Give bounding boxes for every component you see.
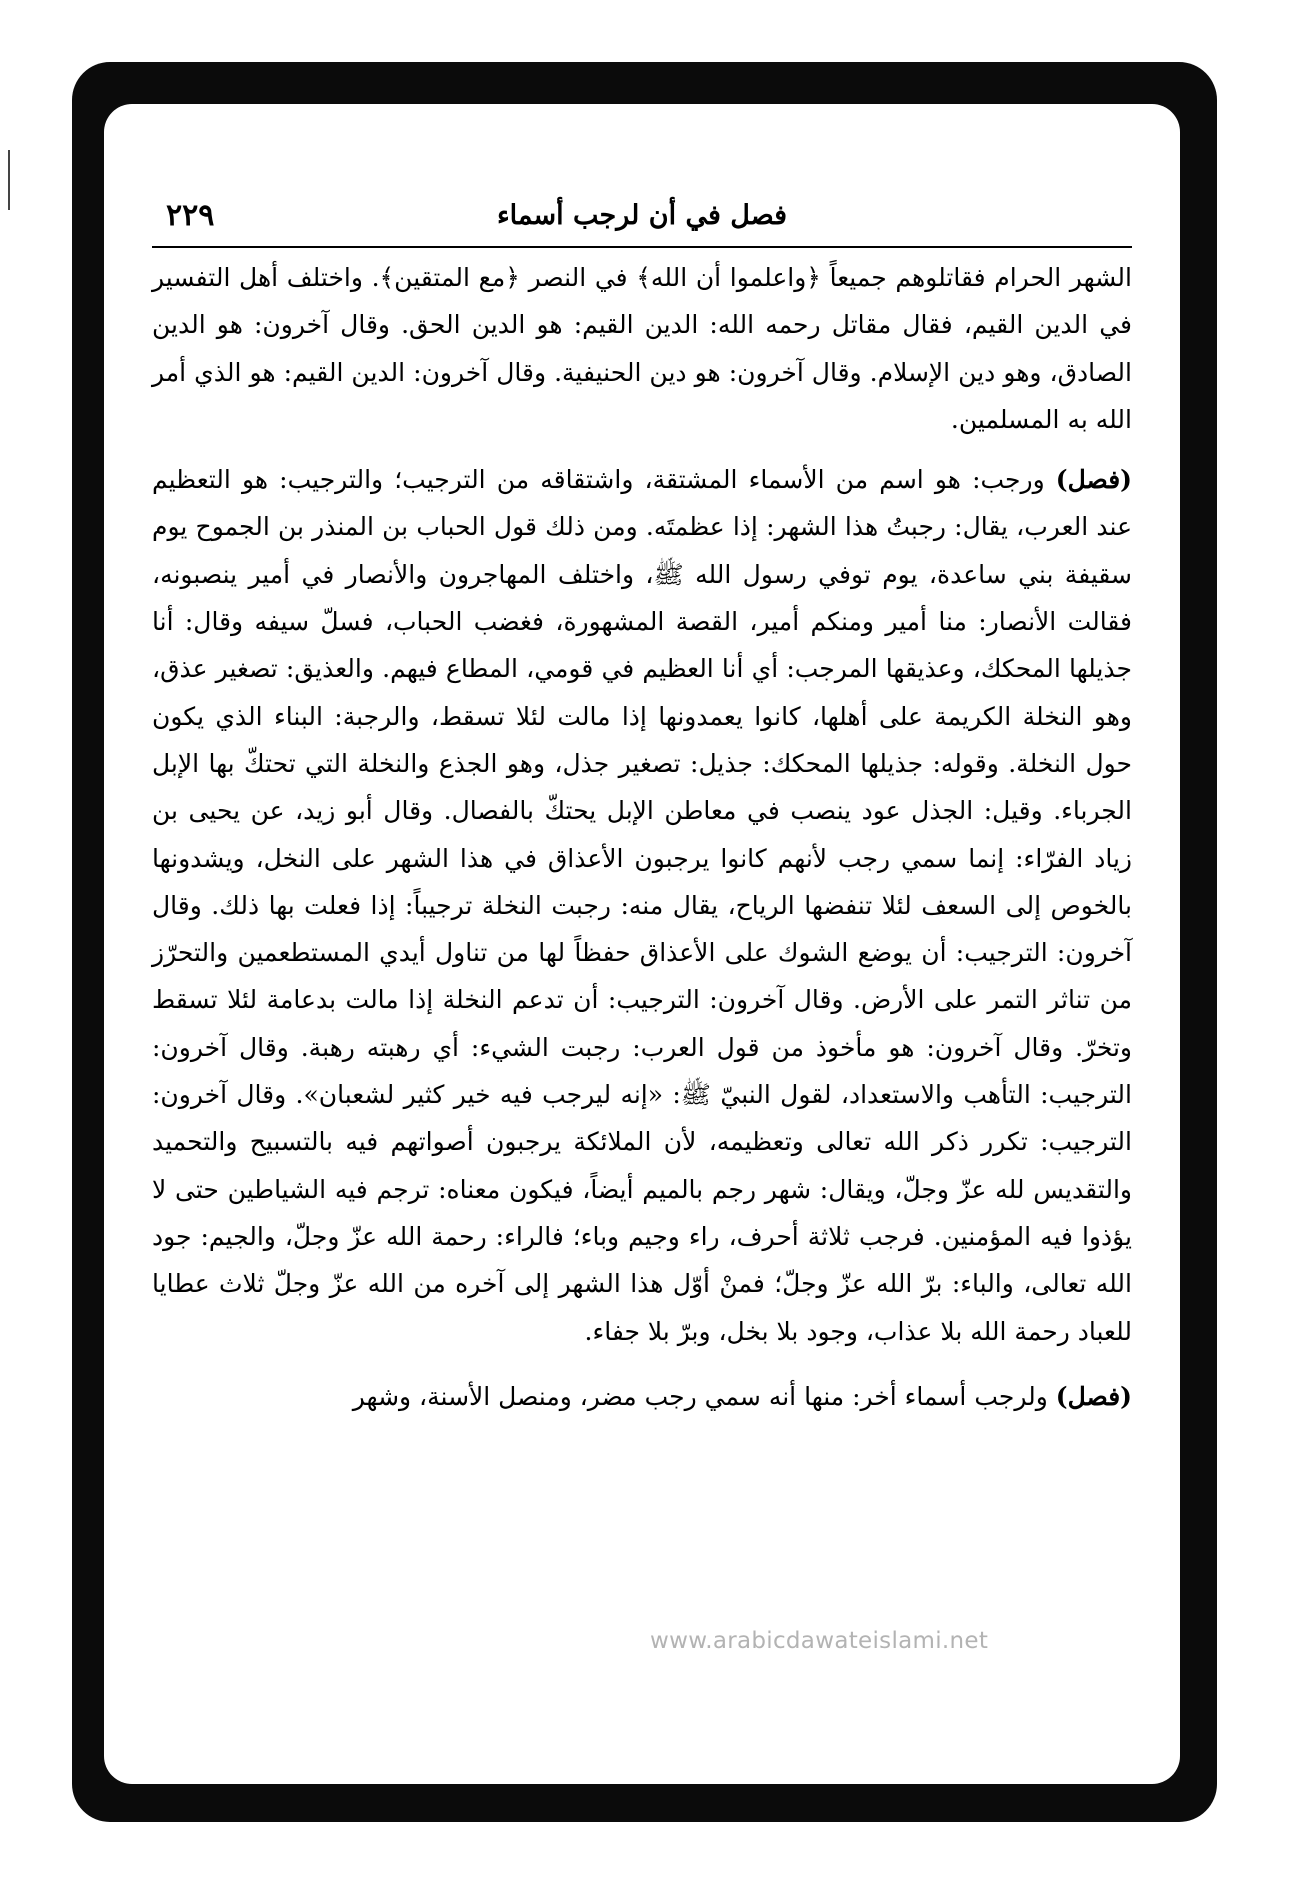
paragraph-fasl xyxy=(152,456,1132,1355)
page-number: ٢٢٩ xyxy=(166,198,215,233)
body-text xyxy=(152,254,1132,1420)
section-lead: (فصل) xyxy=(1055,465,1132,495)
paragraph-text: ورجب: هو اسم من الأسماء المشتقة، واشتقاقه من الترجيب؛ والترجيب: هو التعظيم عند العرب، يقال: رجبتُ هذا الشهر: إذا عظمتَه. ومن ذلك قول الحباب بن المنذر بن الجموح يوم سقيفة بني ساعدة، يوم توفي رسول الله ﷺ، واختلف المهاجرون والأنصار في أمير ينصبونه، فقالت الأنصار: منا أمير ومنكم أمير، القصة المشهورة، فغضب الحباب، فسلّ سيفه وقال: أنا جذيلها المحكك، وعذيقها المرجب: أي أنا العظيم في قومي، المطاع فيهم. والعذيق: تصغير عذق، وهو النخلة الكريمة على أهلها، كانوا يعمدونها إذا مالت لئلا تسقط، والرجبة: البناء الذي يكون حول النخلة. وقوله: جذيلها المحكك: جذيل: تصغير جذل، وهو الجذع والنخلة التي تحتكّ بها الإبل الجرباء. وقيل: الجذل عود ينصب في معاطن الإبل يحتكّ بالفصال. وقال أبو زيد، عن يحيى بن زياد الفرّاء: إنما سمي رجب لأنهم كانوا يرجبون الأعذاق في هذا الشهر على النخل، ويشدونها بالخوص إلى السعف لئلا تنفضها الرياح، يقال منه: رجبت النخلة ترجيباً: إذا فعلت بها ذلك. وقال آخرون: الترجيب: أن يوضع الشوك على الأعذاق حفظاً لها من تناول أيدي المستطعمين والتحرّز من تناثر التمر على الأرض. وقال آخرون: الترجيب: أن تدعم النخلة إذا مالت بدعامة لئلا تسقط وتخرّ. وقال آخرون: هو مأخوذ من قول العرب: رجبت الشيء: أي رهبته رهبة. وقال آخرون: الترجيب: التأهب والاستعداد، لقول النبيّ ﷺ: «إنه ليرجب فيه خير كثير لشعبان». وقال آخرون: الترجيب: تكرر ذكر الله تعالى وتعظيمه، لأن الملائكة يرجبون أصواتهم فيه بالتسبيح والتحميد والتقديس لله عزّ وجلّ، ويقال: شهر رجم بالميم أيضاً، فيكون معناه: ترجم فيه الشياطين حتى لا يؤذوا فيه المؤمنين. فرجب ثلاثة أحرف، راء وجيم وباء؛ فالراء: رحمة الله عزّ وجلّ، والجيم: جود الله تعالى، والباء: برّ الله عزّ وجلّ؛ فمنْ أوّل هذا الشهر إلى آخره من الله عزّ وجلّ ثلاث عطايا للعباد رحمة الله بلا عذاب، وجود بلا بخل، وبرّ بلا جفاء. xyxy=(152,465,1132,1346)
book-page xyxy=(104,104,1180,1784)
section-lead: (فصل) xyxy=(1055,1381,1132,1411)
paragraph-text: ولرجب أسماء أخر: منها أنه سمي رجب مضر، ومنصل الأسنة، وشهر xyxy=(352,1381,1056,1411)
paragraph xyxy=(152,254,1132,443)
watermark: www.arabicdawateislami.net xyxy=(650,1628,989,1654)
page-header xyxy=(152,196,1132,248)
running-title: فصل في أن لرجب أسماء xyxy=(496,200,788,231)
scan-edge-mark xyxy=(8,150,10,210)
paragraph-fasl xyxy=(152,1373,1132,1420)
paragraph-text: الشهر الحرام فقاتلوهم جميعاً ﴿واعلموا أن الله﴾ في النصر ﴿مع المتقين﴾. واختلف أهل التفسير في الدين القيم، فقال مقاتل رحمه الله: الدين القيم: هو الدين الحق. وقال آخرون: هو الدين الصادق، وهو دين الإسلام. وقال آخرون: هو دين الحنيفية. وقال آخرون: الدين القيم: هو الذي أمر الله به المسلمين. xyxy=(152,263,1132,434)
